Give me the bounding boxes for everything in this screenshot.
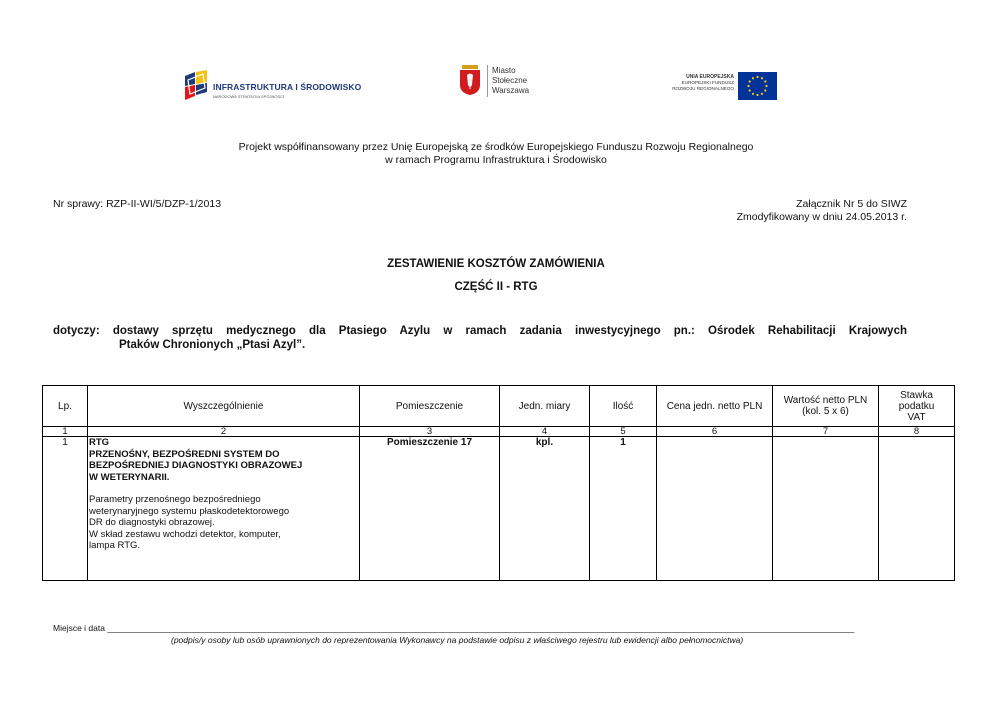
column-number: 5	[590, 427, 657, 437]
warsaw-crest-icon	[459, 65, 481, 95]
cofinancing-note	[0, 141, 992, 167]
header-vat-line-3: VAT	[907, 411, 926, 423]
warsaw-logo-line-3: Warszawa	[492, 86, 530, 95]
annex-line-2: Zmodyfikowany w dniu 24.05.2013 r.	[736, 211, 907, 223]
header-net-value-line-1: Wartość netto PLN	[783, 395, 868, 406]
cofinancing-line-2: w ramach Programu Infrastruktura i Środowisko	[385, 154, 607, 166]
header-vat-line-2: podatku	[898, 400, 935, 412]
document-title: ZESTAWIENIE KOSZTÓW ZAMÓWIENIA	[387, 258, 605, 270]
concerns-paragraph	[53, 324, 907, 352]
item-params-line-5: lampa RTG.	[89, 540, 141, 551]
warsaw-logo-line-1: Miasto	[492, 66, 516, 75]
column-number: 6	[657, 427, 773, 437]
column-number-row	[43, 427, 955, 437]
logo-eu	[658, 72, 778, 102]
column-number: 3	[360, 427, 500, 437]
column-number: 7	[773, 427, 879, 437]
row-lp: 1	[43, 437, 88, 581]
document-part: CZĘŚĆ II - RTG	[454, 281, 538, 293]
column-number: 8	[879, 427, 955, 437]
item-name-line-4: W WETERYNARII.	[89, 471, 170, 483]
row-unit-price-cell[interactable]	[657, 437, 773, 581]
table-row	[43, 437, 955, 581]
header-spec: Wyszczególnienie	[88, 386, 360, 427]
header-lp: Lp.	[43, 386, 88, 427]
column-number: 1	[43, 427, 88, 437]
row-qty: 1	[590, 437, 657, 581]
table-header-row	[43, 386, 955, 427]
infrastructure-logo-subtitle: NARODOWA STRATEGIA SPÓJNOŚCI	[213, 94, 285, 99]
item-name-line-3: BEZPOŚREDNIEJ DIAGNOSTYKI OBRAZOWEJ	[89, 460, 303, 471]
eu-logo-line-1: UNIA EUROPEJSKA	[686, 74, 734, 80]
signature-note: (podpis/y osoby lub osób uprawnionych do reprezentowania Wykonawcy na podstawie odpisu z właściwego rejestru lub ewidencji albo pełnomocnictwa)	[171, 635, 744, 645]
logo-infrastructure	[183, 70, 368, 106]
header-unit-price: Cena jedn. netto PLN	[657, 386, 773, 427]
header-vat-line-1: Stawka	[900, 389, 933, 401]
item-name-line-1: RTG	[89, 437, 110, 448]
concerns-line-2: Ptaków Chronionych „Ptasi Azyl”.	[119, 339, 306, 351]
header-room: Pomieszczenie	[360, 386, 500, 427]
header-net-value	[773, 386, 879, 427]
logo-warsaw	[459, 63, 559, 103]
eu-logo-line-2: EUROPEJSKI FUNDUSZ	[681, 80, 734, 85]
column-number: 4	[500, 427, 590, 437]
item-name-line-2: PRZENOŚNY, BEZPOŚREDNI SYSTEM DO	[89, 448, 280, 460]
row-net-value-cell[interactable]	[773, 437, 879, 581]
row-unit: kpl.	[500, 437, 590, 581]
row-room: Pomieszczenie 17	[360, 437, 500, 581]
warsaw-logo-text	[492, 66, 529, 96]
header-vat	[879, 386, 955, 427]
annex-line-1: Załącznik Nr 5 do SIWZ	[796, 198, 907, 210]
case-number: Nr sprawy: RZP-II-WI/5/DZP-1/2013	[53, 198, 222, 210]
item-params-line-1: Parametry przenośnego bezpośredniego	[89, 494, 261, 505]
eu-logo-line-3: ROZWOJU REGIONALNEGO	[672, 86, 734, 91]
warsaw-logo-separator	[487, 65, 488, 97]
item-params-line-3: DR do diagnostyki obrazowej.	[89, 517, 215, 528]
infrastructure-emblem-icon	[183, 70, 209, 104]
eu-logo-text	[658, 74, 734, 92]
item-params-line-4: W skład zestawu wchodzi detektor, komputer,	[89, 528, 281, 540]
header-qty: Ilość	[590, 386, 657, 427]
column-number: 2	[88, 427, 360, 437]
item-parameters	[89, 494, 358, 552]
eu-flag-icon	[738, 72, 777, 100]
infrastructure-logo-title: INFRASTRUKTURA I ŚRODOWISKO	[213, 82, 362, 92]
item-name	[89, 437, 358, 483]
annex-info	[737, 198, 907, 224]
item-params-line-2: weterynaryjnego systemu płaskodetektorowego	[89, 505, 290, 517]
warsaw-logo-line-2: Stołeczne	[492, 76, 528, 85]
cofinancing-line-1: Projekt współfinansowany przez Unię Europejską ze środków Europejskiego Funduszu Rozwoju Regionalnego	[238, 141, 754, 153]
place-date-line: Miejsce i data ______________________________________________________________________________________________________________________________________________________________	[53, 623, 855, 633]
header-net-value-line-2: (kol. 5 x 6)	[802, 406, 849, 417]
row-description	[88, 437, 360, 581]
cost-table	[42, 385, 955, 581]
concerns-line-1: dotyczy: dostawy sprzętu medycznego dla Ptasiego Azylu w ramach zadania inwestycyjnego pn.: Ośrodek Rehabilitacji Krajowych	[53, 325, 907, 337]
header-unit: Jedn. miary	[500, 386, 590, 427]
row-vat-cell[interactable]	[879, 437, 955, 581]
